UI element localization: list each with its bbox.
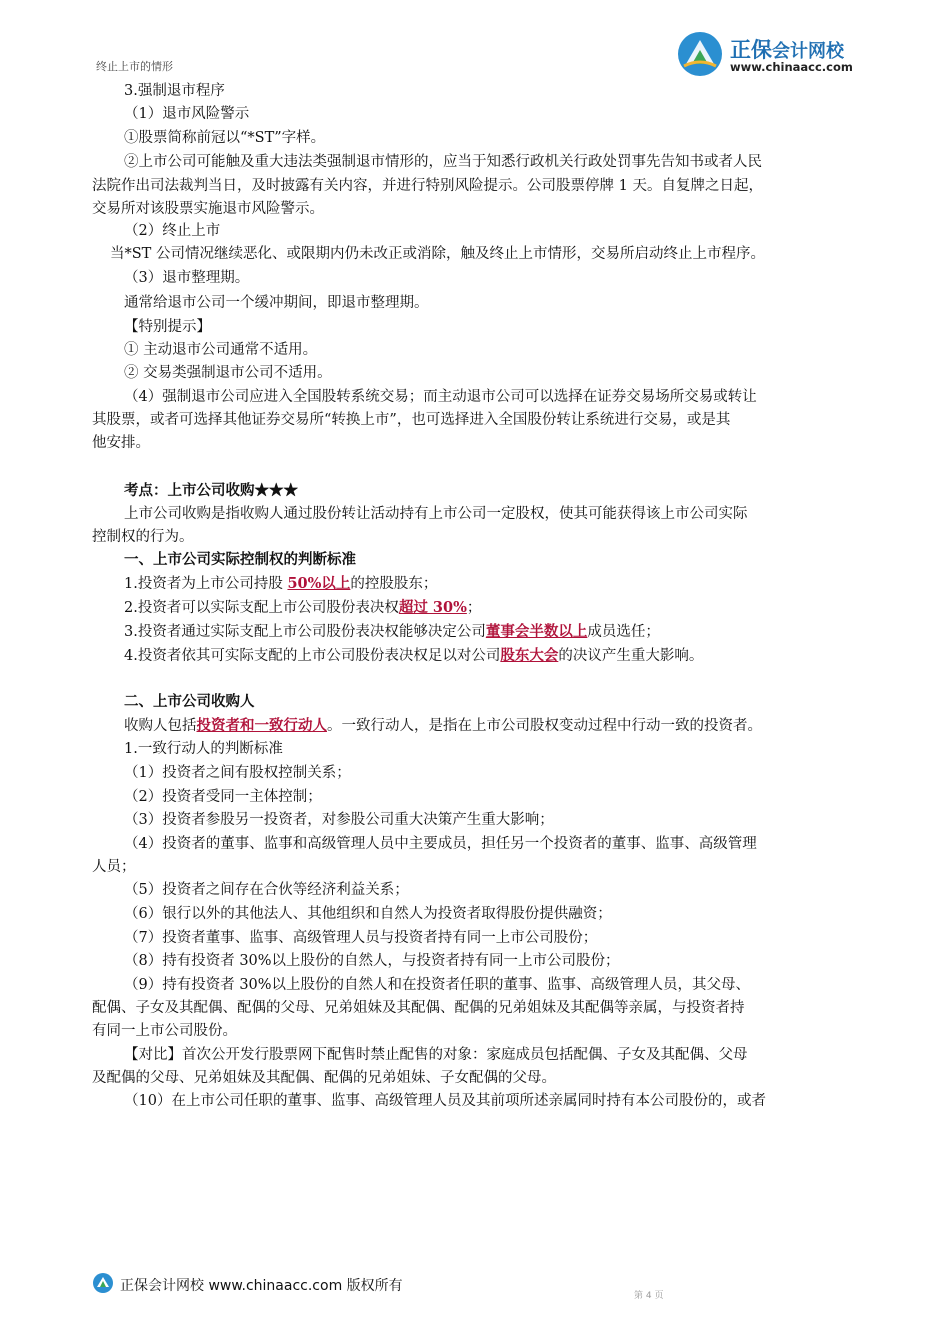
criterion-line: 1.投资者为上市公司持股 50%以上的控股股东； xyxy=(124,575,438,592)
chinaacc-logo-icon xyxy=(92,1272,114,1294)
text-line: （7）投资者董事、监事、高级管理人员与投资者持有同一上市公司股份； xyxy=(124,930,598,946)
text-line: 收购人包括投资者和一致行动人。一致行动人，是指在上市公司股权变动过程中行动一致的投资者。 xyxy=(124,717,762,734)
page-footer xyxy=(92,1272,692,1296)
text-line: （2）终止上市 xyxy=(124,223,221,239)
highlight-term: 董事会半数以上 xyxy=(485,623,588,640)
page-number: 第 4 页 xyxy=(634,1291,664,1301)
text-line: 有同一上市公司股份。 xyxy=(92,1023,237,1039)
text-line: 当*ST 公司情况继续恶化、或限期内仍未改正或消除，触及终止上市情形，交易所启动终止上市程序。 xyxy=(110,246,765,262)
text-line: ② 交易类强制退市公司不适用。 xyxy=(124,365,332,381)
footer-copyright: 正保会计网校 www.chinaacc.com 版权所有 xyxy=(120,1278,403,1294)
top-cut-text: 终止上市的情形 xyxy=(96,60,173,73)
text-line: 上市公司收购是指收购人通过股份转让活动持有上市公司一定股权，使其可能获得该上市公司实际 xyxy=(124,506,748,522)
text-line: 他安排。 xyxy=(92,435,150,451)
text-line: 【特别提示】 xyxy=(124,319,211,335)
logo-url: www.chinaacc.com xyxy=(730,60,853,74)
highlight-term: 50%以上 xyxy=(287,575,351,592)
text-line: （3）投资者参股另一投资者，对参股公司重大决策产生重大影响； xyxy=(124,812,554,828)
highlight-term: 超过 30% xyxy=(398,599,467,616)
text-line: （3）退市整理期。 xyxy=(124,270,250,286)
logo-title: 正保会计网校 xyxy=(730,38,844,62)
subsection-heading: 一、上市公司实际控制权的判断标准 xyxy=(124,551,356,568)
subsection-heading: 二、上市公司收购人 xyxy=(124,693,255,710)
text-line: （8）持有投资者 30%以上股份的自然人，与投资者持有同一上市公司股份； xyxy=(124,953,620,969)
text-line: 人员； xyxy=(92,859,136,875)
highlight-term: 股东大会 xyxy=(500,647,559,664)
text-line: 法院作出司法裁判当日，及时披露有关内容，并进行特别风险提示。公司股票停牌 1 天。自复牌之日起， xyxy=(92,178,763,194)
criterion-line: 4.投资者依其可实际支配的上市公司股份表决权足以对公司股东大会的决议产生重大影响。 xyxy=(124,647,704,664)
text-line: 通常给退市公司一个缓冲期间，即退市整理期。 xyxy=(124,295,429,311)
text-line: 1.一致行动人的判断标准 xyxy=(124,741,283,757)
text-line: 其股票，或者可选择其他证券交易所“转换上市”，也可选择进入全国股份转让系统进行交易，或是其 xyxy=(92,412,731,428)
text-line: ①股票简称前冠以“*ST”字样。 xyxy=(124,130,326,146)
text-line: （10）在上市公司任职的董事、监事、高级管理人员及其前项所述亲属同时持有本公司股份的，或者 xyxy=(124,1093,766,1109)
criterion-line: 2.投资者可以实际支配上市公司股份表决权超过 30%； xyxy=(124,599,482,616)
text-line: ① 主动退市公司通常不适用。 xyxy=(124,342,318,358)
criterion-line: 3.投资者通过实际支配上市公司股份表决权能够决定公司董事会半数以上成员选任； xyxy=(124,623,660,640)
text-line: （5）投资者之间存在合伙等经济利益关系； xyxy=(124,882,409,898)
text-line: （6）银行以外的其他法人、其他组织和自然人为投资者取得股份提供融资； xyxy=(124,906,612,922)
text-line: （1）退市风险警示 xyxy=(124,106,250,122)
header-logo xyxy=(676,30,876,80)
text-line: （4）强制退市公司应进入全国股转系统交易；而主动退市公司可以选择在证券交易场所交易或转让 xyxy=(124,389,757,405)
text-line: （9）持有投资者 30%以上股份的自然人和在投资者任职的董事、监事、高级管理人员，其父母、 xyxy=(124,977,751,993)
text-line: （1）投资者之间有股权控制关系； xyxy=(124,765,351,781)
text-line: 配偶、子女及其配偶、配偶的父母、兄弟姐妹及其配偶、配偶的兄弟姐妹及其配偶等亲属，与投资者持 xyxy=(92,1000,745,1016)
text-line: （4）投资者的董事、监事和高级管理人员中主要成员，担任另一个投资者的董事、监事、高级管理 xyxy=(124,836,757,852)
text-line: 交易所对该股票实施退市风险警示。 xyxy=(92,201,324,217)
chinaacc-logo-icon xyxy=(676,30,724,78)
text-line: ②上市公司可能触及重大违法类强制退市情形的，应当于知悉行政机关行政处罚事先告知书或者人民 xyxy=(124,154,762,170)
highlight-term: 投资者和一致行动人 xyxy=(196,717,327,734)
text-line: 控制权的行为。 xyxy=(92,529,194,545)
text-line: 【对比】首次公开发行股票网下配售时禁止配售的对象：家庭成员包括配偶、子女及其配偶、父母 xyxy=(124,1047,748,1063)
section-heading: 考点：上市公司收购★★★ xyxy=(124,482,298,499)
text-line: 及配偶的父母、兄弟姐妹及其配偶、配偶的兄弟姐妹、子女配偶的父母。 xyxy=(92,1070,556,1086)
text-line: （2）投资者受同一主体控制； xyxy=(124,789,322,805)
text-line: 3.强制退市程序 xyxy=(124,83,225,99)
